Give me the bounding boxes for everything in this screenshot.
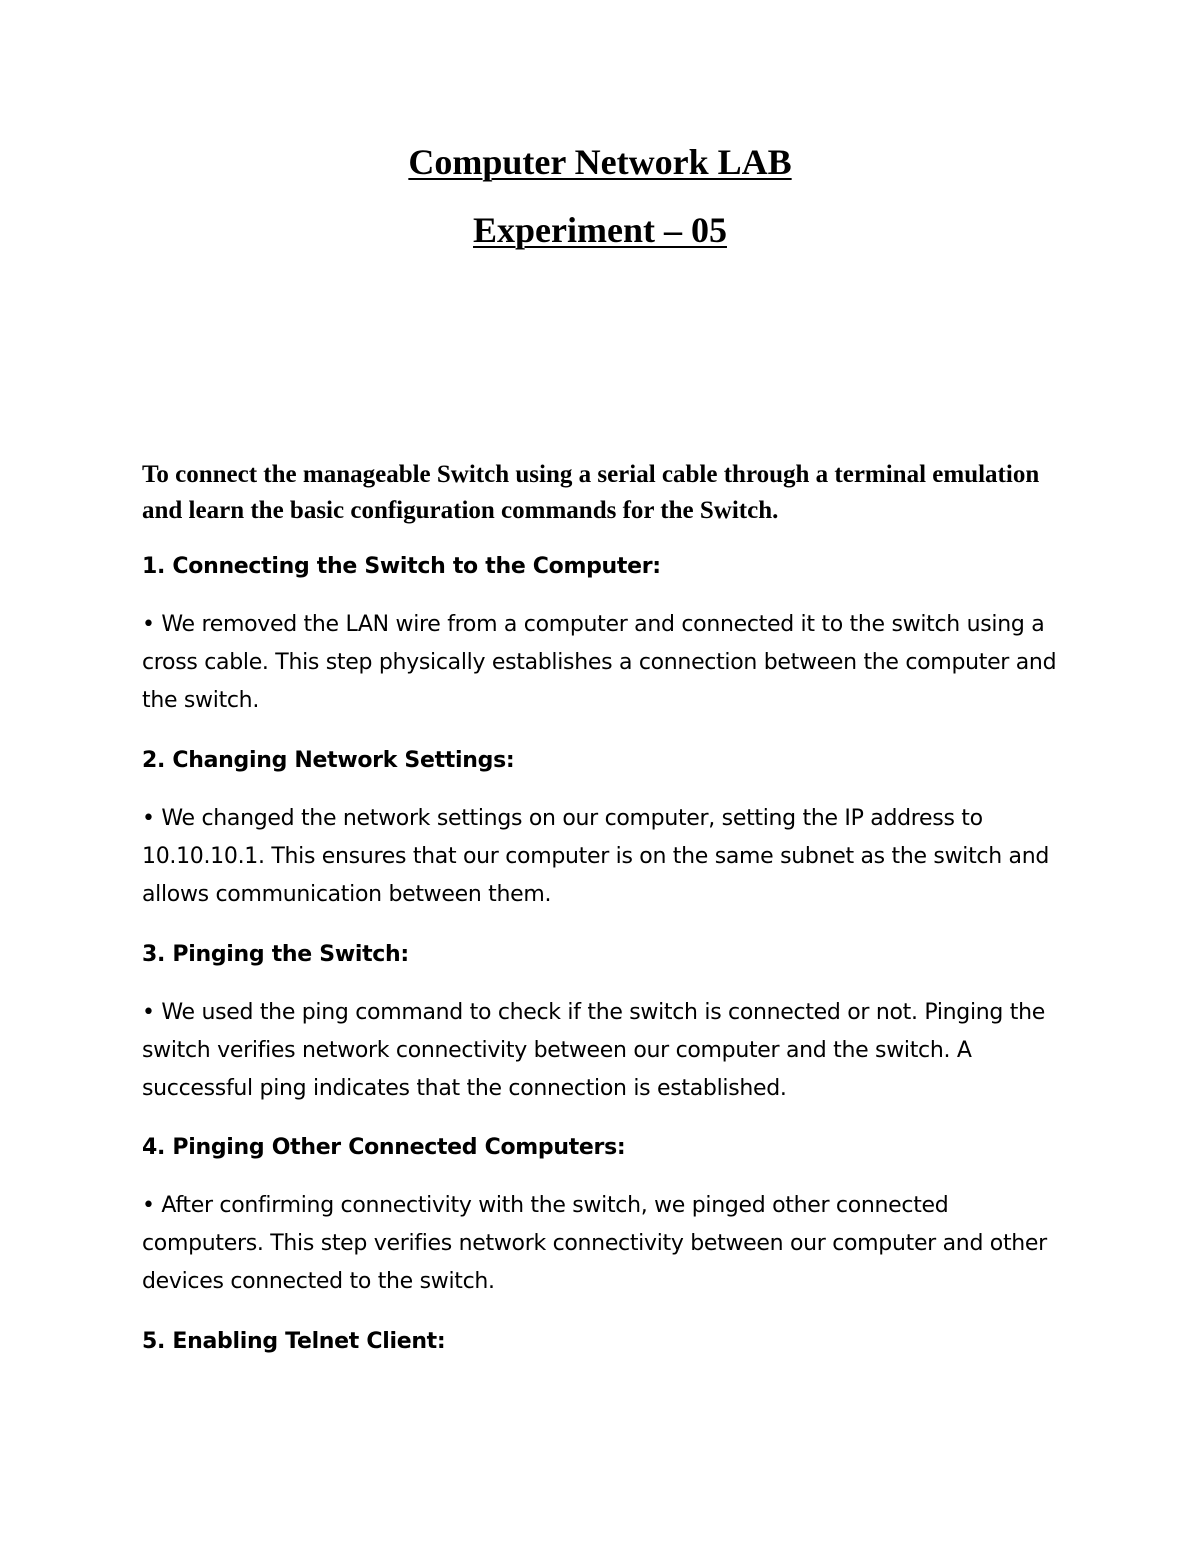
section-5-heading: 5. Enabling Telnet Client: [142,1329,446,1354]
document-subtitle [0,210,1200,250]
experiment-aim: To connect the manageable Switch using a serial cable through a terminal emulation and learn the basic configuration commands for the Switch. [142,461,1040,524]
document-title-text: Computer Network LAB [408,142,792,182]
document-subtitle-text: Experiment – 05 [473,210,727,250]
document-title [0,142,1200,182]
section-4-body: • After confirming connectivity with the switch, we pinged other connected computers. This step verifies network connectivity between our computer and other devices connected to the switch. [142,1193,1047,1294]
section-1-heading: 1. Connecting the Switch to the Computer: [142,554,661,579]
section-2-heading: 2. Changing Network Settings: [142,748,515,773]
section-2-body: • We changed the network settings on our computer, setting the IP address to 10.10.10.1. This ensures that our computer is on the same subnet as the switch and allows communication between them. [142,806,1050,907]
section-3-heading: 3. Pinging the Switch: [142,942,409,967]
section-4-heading: 4. Pinging Other Connected Computers: [142,1135,626,1160]
section-3-body: • We used the ping command to check if the switch is connected or not. Pinging the switch verifies network connectivity between our computer and the switch. A successful ping indicates that the connection is established. [142,1000,1045,1101]
section-1-body: • We removed the LAN wire from a computer and connected it to the switch using a cross cable. This step physically establishes a connection between the computer and the switch. [142,612,1057,713]
